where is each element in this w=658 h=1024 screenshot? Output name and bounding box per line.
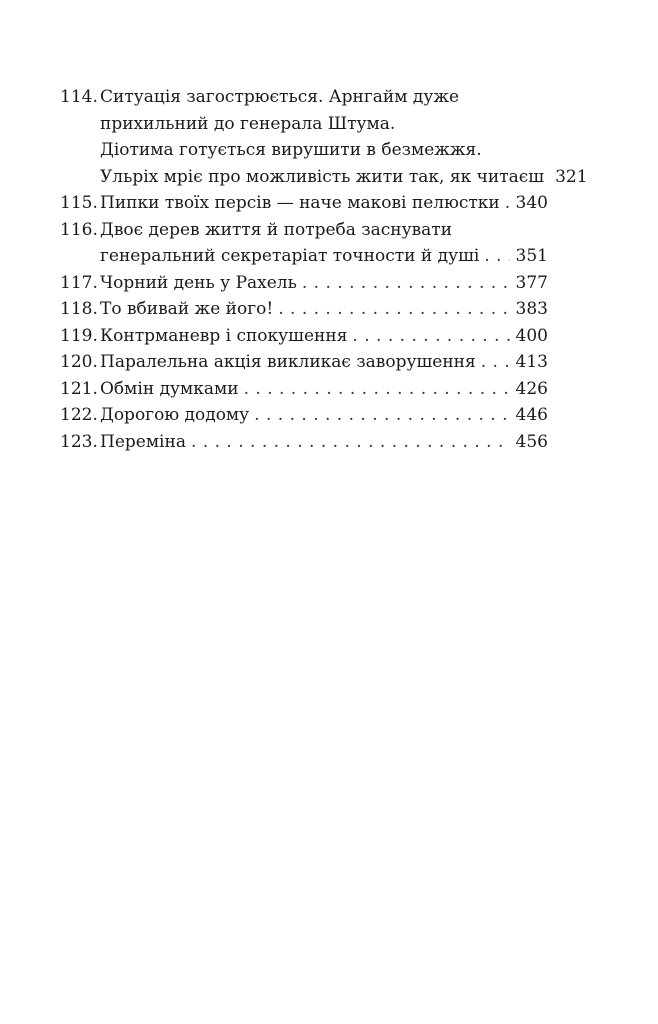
toc-entry-116[interactable] (60, 217, 548, 270)
toc-entry-119[interactable] (60, 323, 548, 350)
page-number: 383 (515, 299, 548, 319)
toc-entry-118[interactable] (60, 296, 548, 323)
chapter-number: 120. (60, 352, 98, 372)
chapter-number: 116. (60, 219, 98, 240)
page-number: 377 (515, 272, 548, 293)
chapter-title-line: Контрманевр і спокушення (100, 325, 348, 346)
page-number: 426 (515, 378, 548, 399)
dot-leader (278, 296, 509, 323)
dot-leader (254, 402, 509, 429)
dot-leader (191, 429, 510, 456)
toc-entry-123[interactable] (60, 429, 548, 456)
chapter-number: 114. (60, 87, 98, 107)
toc-entry-122[interactable] (60, 402, 548, 429)
chapter-title-line: То вбивай же його! (100, 299, 274, 319)
page-number: 340 (515, 193, 548, 213)
chapter-number: 118. (60, 299, 98, 319)
page-number: 413 (515, 352, 548, 372)
page-number: 321 (555, 166, 588, 187)
chapter-title-line: Дорогою додому (100, 405, 250, 425)
chapter-number: 115. (60, 193, 98, 213)
toc-entry-115[interactable] (60, 190, 548, 217)
chapter-title-line: Ульріх мріє про можливість жити так, як читаєш (100, 166, 545, 187)
chapter-title-line: Двоє дерев життя й потреба заснувати (100, 219, 453, 240)
chapter-number: 122. (60, 405, 98, 425)
page-number: 351 (515, 246, 548, 266)
chapter-title-line: Діотима готується вирушити в безмежжя. (100, 140, 482, 160)
chapter-title-line: Пипки твоїх персів — наче макові пелюстки (100, 193, 500, 213)
chapter-title-line: Чорний день у Рахель (100, 272, 297, 293)
dot-leader (244, 376, 510, 403)
toc-entry-121[interactable] (60, 376, 548, 403)
chapter-number: 119. (60, 325, 98, 346)
toc-entry-114[interactable] (60, 84, 588, 190)
chapter-title-line: прихильний до генерала Штума. (100, 113, 396, 134)
chapter-title-line: Ситуація загострюється. Арнгайм дуже (100, 87, 460, 107)
chapter-number: 121. (60, 378, 98, 399)
chapter-number: 117. (60, 272, 98, 293)
chapter-number: 123. (60, 431, 98, 452)
dot-leader (302, 270, 510, 297)
page-number: 446 (515, 405, 548, 425)
dot-leader (352, 323, 509, 350)
dot-leader (484, 243, 509, 270)
toc-entry-120[interactable] (60, 349, 548, 376)
chapter-title-line: Обмін думками (100, 378, 239, 399)
page-number: 456 (515, 431, 548, 452)
dot-leader (481, 349, 510, 376)
toc-entry-117[interactable] (60, 270, 548, 297)
chapter-title-line: Паралельна акція викликає заворушення (100, 352, 476, 372)
table-of-contents (60, 84, 588, 455)
chapter-title-line: генеральний секретаріат точности й душі (100, 246, 480, 266)
chapter-title-line: Переміна (100, 431, 186, 452)
page-number: 400 (515, 325, 548, 346)
dot-leader (505, 190, 510, 217)
